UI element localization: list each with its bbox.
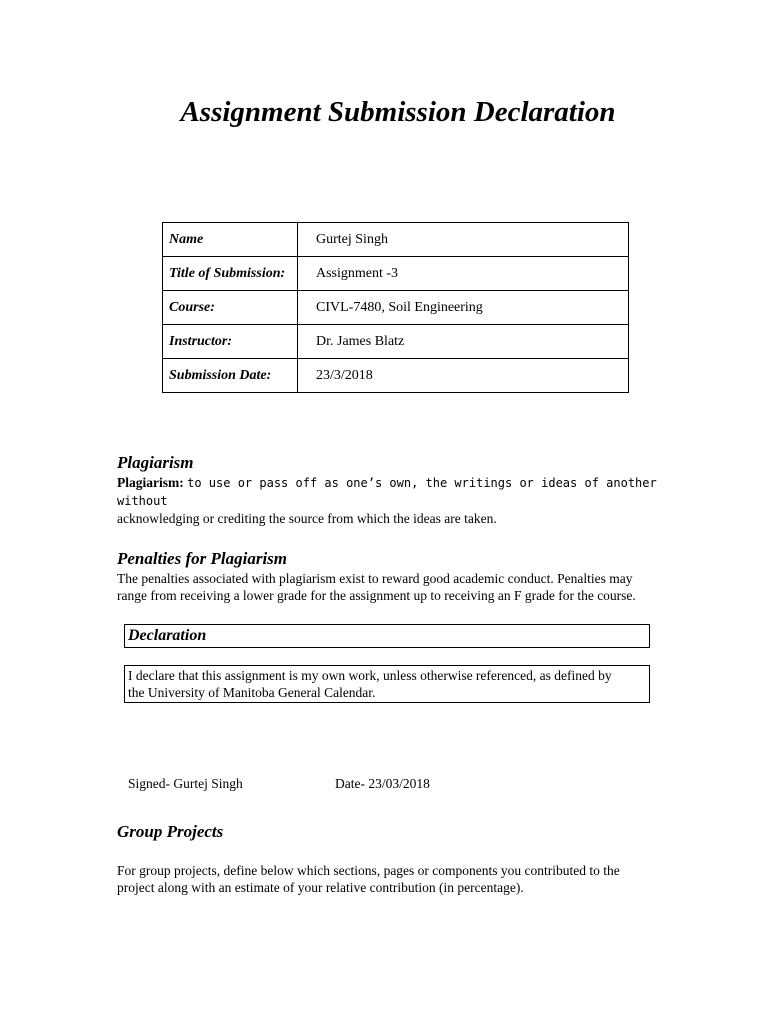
name-value: Gurtej Singh [298, 223, 629, 257]
table-row [163, 325, 629, 359]
declaration-heading-box [124, 624, 650, 648]
declaration-text: I declare that this assignment is my own work, unless otherwise referenced, as defined by the University of Manitoba General Calendar. [128, 668, 612, 700]
course-label: Course: [163, 291, 298, 325]
plagiarism-heading: Plagiarism [117, 453, 194, 472]
course-value: CIVL-7480, Soil Engineering [298, 291, 629, 325]
penalties-text: The penalties associated with plagiarism exist to reward good academic conduct. Penalties may range from receiving a lower grade for the assignment up to receiving an F grade for the course. [117, 571, 636, 603]
submission-date-label: Submission Date: [163, 359, 298, 393]
submission-info-table [162, 222, 629, 393]
instructor-label: Instructor: [163, 325, 298, 359]
instructor-value: Dr. James Blatz [298, 325, 629, 359]
signature-date: Date- 23/03/2018 [335, 776, 430, 791]
plagiarism-term: Plagiarism: [117, 475, 184, 490]
declaration-text-box [124, 665, 650, 703]
table-row [163, 359, 629, 393]
group-projects-heading: Group Projects [117, 822, 224, 841]
declaration-heading: Declaration [128, 627, 207, 644]
table-row [163, 223, 629, 257]
plagiarism-definition [117, 474, 677, 527]
submission-date-value: 23/3/2018 [298, 359, 629, 393]
penalties-heading: Penalties for Plagiarism [117, 549, 287, 568]
signed-line: Signed- Gurtej Singh [128, 776, 243, 791]
page-title: Assignment Submission Declaration [180, 96, 616, 128]
submission-title-label: Title of Submission: [163, 257, 298, 291]
plagiarism-definition-line1: to use or pass off as one’s own, the writings or ideas of another without [117, 476, 657, 508]
plagiarism-definition-line2: acknowledging or crediting the source from which the ideas are taken. [117, 511, 497, 526]
table-row [163, 291, 629, 325]
table-row [163, 257, 629, 291]
group-projects-text: For group projects, define below which sections, pages or components you contributed to the project along with an estimate of your relative contribution (in percentage). [117, 863, 620, 895]
name-label: Name [163, 223, 298, 257]
submission-title-value: Assignment -3 [298, 257, 629, 291]
